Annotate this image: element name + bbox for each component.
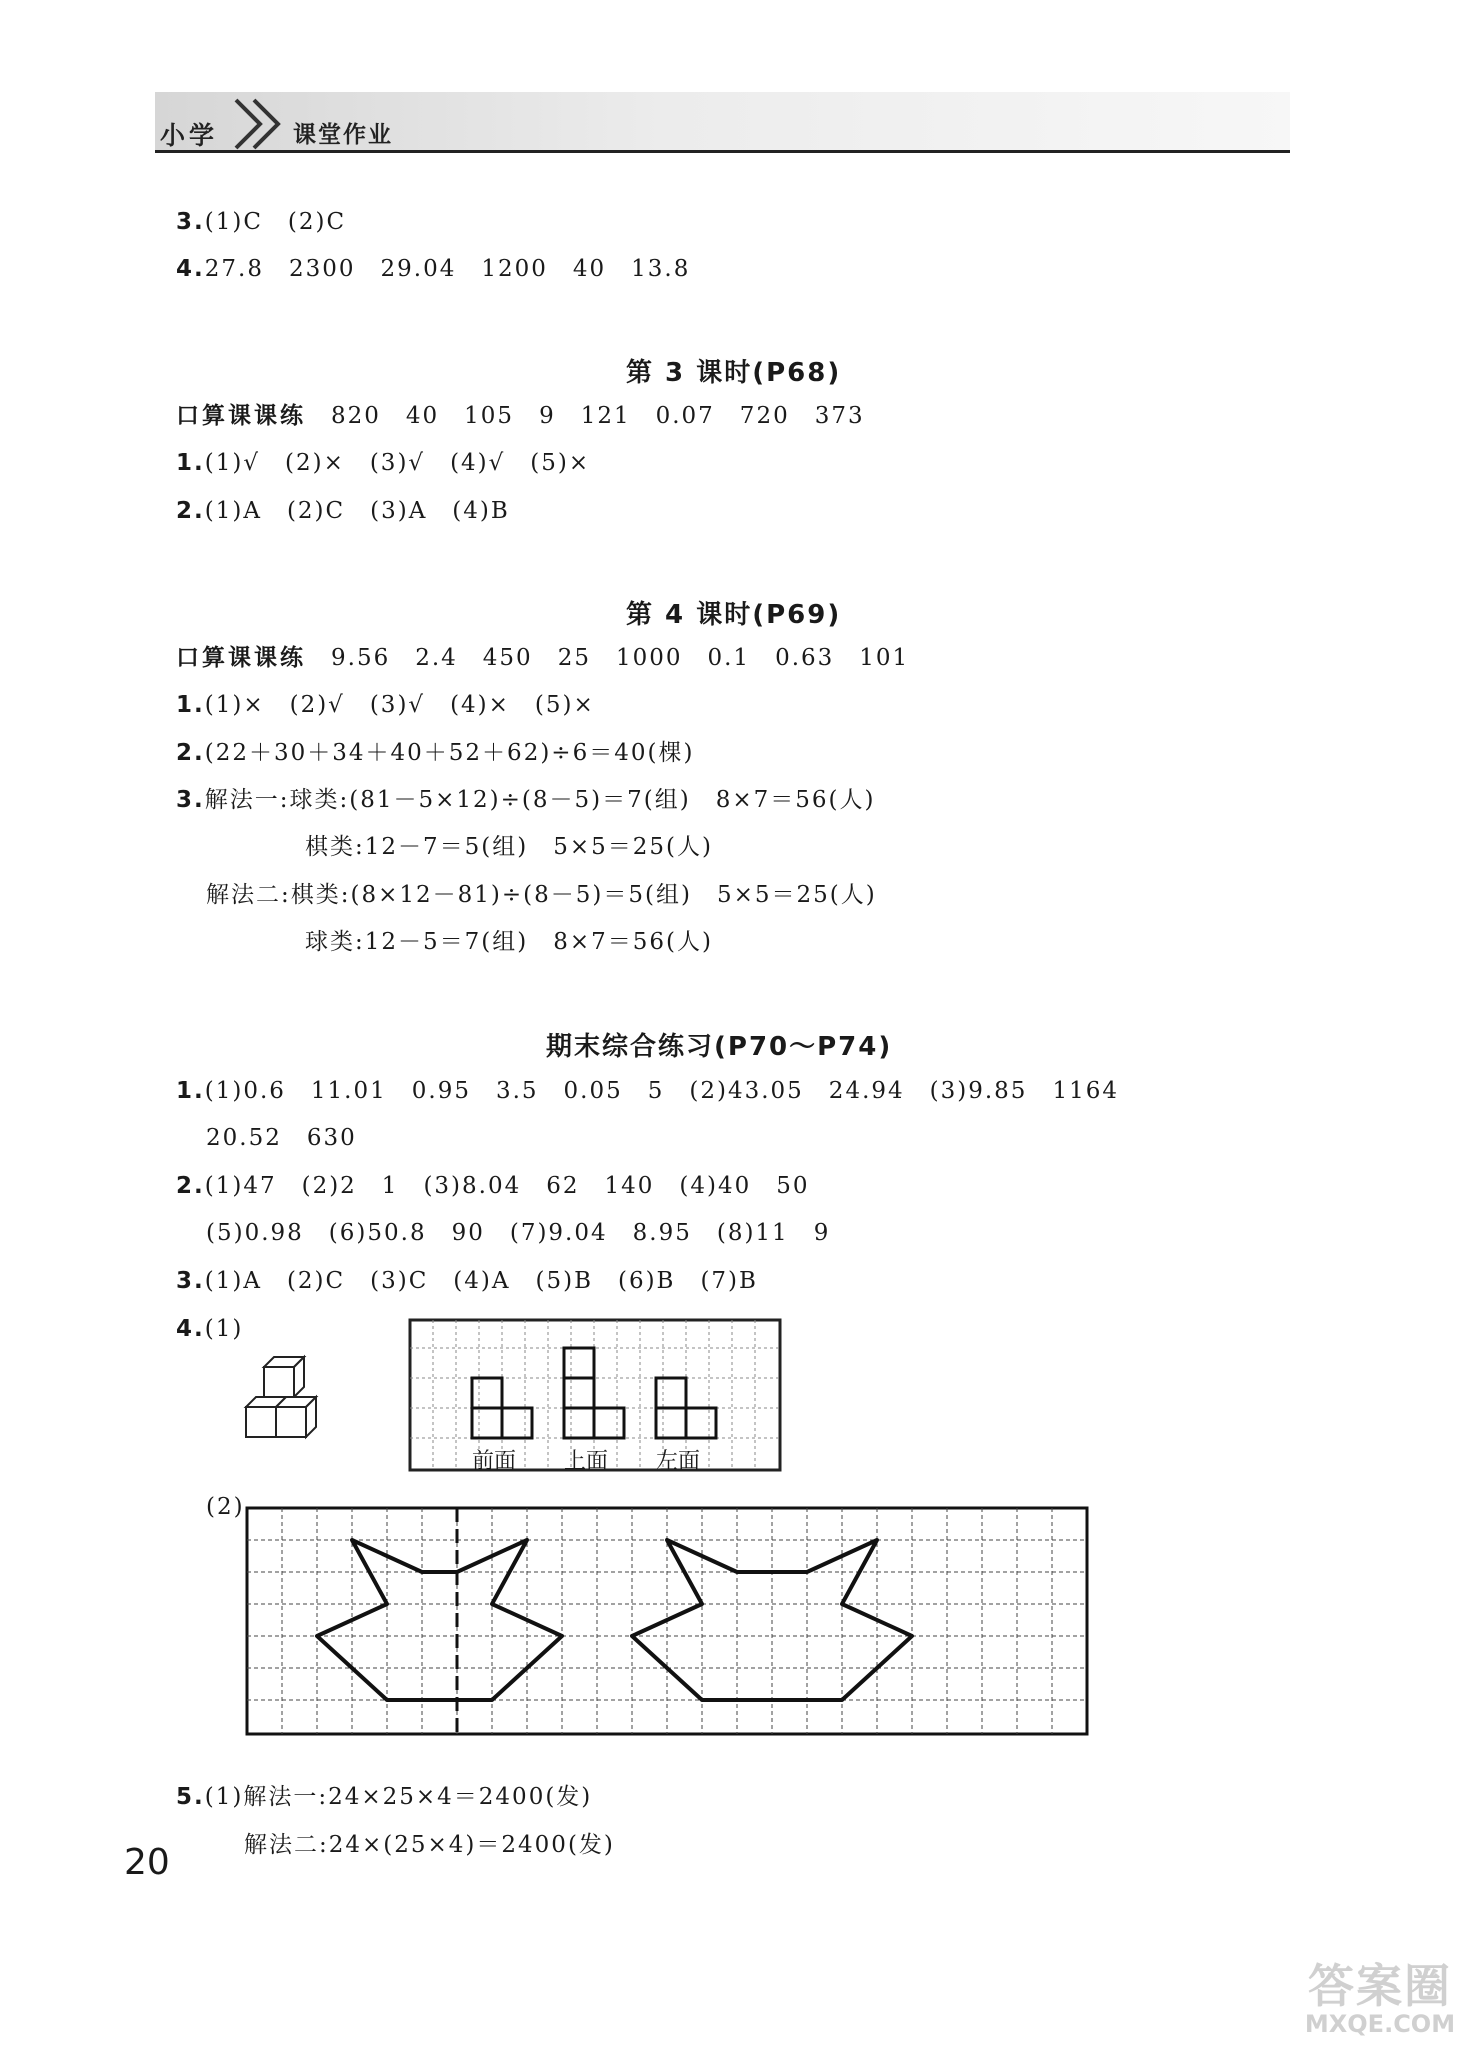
watermark-logo: 答案圈 MXQE.COM xyxy=(1304,1959,1456,2038)
answer-line: 3.(1)C (2)C xyxy=(176,209,347,235)
section-title: 第 3 课时(P68) xyxy=(626,358,842,388)
oral-practice-line: 口算课课练 820 40 105 9 121 0.07 720 373 xyxy=(176,403,865,429)
view-label-left: 左面 xyxy=(656,1449,701,1474)
page-number: 20 xyxy=(124,1842,170,1883)
oral-practice-line: 口算课课练 9.56 2.4 450 25 1000 0.1 0.63 101 xyxy=(176,645,910,671)
view-label-front: 前面 xyxy=(472,1449,517,1474)
header-brand: 小学 xyxy=(160,121,219,150)
answer-line: 球类:12－5＝7(组) 8×7＝56(人) xyxy=(305,929,713,955)
answer-line: 1.(1)0.6 11.01 0.95 3.5 0.05 5 (2)43.05 24.94 (3)9.85 1164 xyxy=(176,1078,1119,1104)
answer-line: 1.(1)√ (2)× (3)√ (4)√ (5)× xyxy=(176,450,591,476)
answer-line: 2.(1)47 (2)2 1 (3)8.04 62 140 (4)40 50 xyxy=(176,1173,810,1199)
answer-line: 20.52 630 xyxy=(206,1125,357,1151)
cube-stack-figure xyxy=(240,1345,335,1445)
answer-line: 解法二:棋类:(8×12－81)÷(8－5)＝5(组) 5×5＝25(人) xyxy=(206,882,877,908)
section-title: 期末综合练习(P70～P74) xyxy=(546,1032,893,1062)
answer-line: 解法二:24×(25×4)＝2400(发) xyxy=(244,1832,615,1858)
header-rule xyxy=(155,150,1290,153)
answer-line: 2.(22＋30＋34＋40＋52＋62)÷6＝40(棵) xyxy=(176,740,695,766)
answer-line: 2.(1)A (2)C (3)A (4)B xyxy=(176,498,510,524)
chevron-double-icon xyxy=(232,94,292,150)
answer-line: 3.(1)A (2)C (3)C (4)A (5)B (6)B (7)B xyxy=(176,1268,758,1294)
answer-line: 棋类:12－7＝5(组) 5×5＝25(人) xyxy=(305,834,713,860)
section-title: 第 4 课时(P69) xyxy=(626,600,842,630)
answer-line: 4.27.8 2300 29.04 1200 40 13.8 xyxy=(176,256,691,282)
answer-line: 4.(1) xyxy=(176,1316,244,1342)
answer-line: (5)0.98 (6)50.8 90 (7)9.04 8.95 (8)11 9 xyxy=(206,1220,831,1246)
answer-line: 5.(1)解法一:24×25×4＝2400(发) xyxy=(176,1784,593,1810)
view-label-top: 上面 xyxy=(564,1449,609,1474)
answer-line: (2) xyxy=(206,1494,245,1520)
header-title: 课堂作业 xyxy=(293,122,393,148)
symmetry-grid xyxy=(244,1505,1090,1737)
answer-line: 1.(1)× (2)√ (3)√ (4)× (5)× xyxy=(176,692,595,718)
answer-line: 3.解法一:球类:(81－5×12)÷(8－5)＝7(组) 8×7＝56(人) xyxy=(176,787,876,813)
